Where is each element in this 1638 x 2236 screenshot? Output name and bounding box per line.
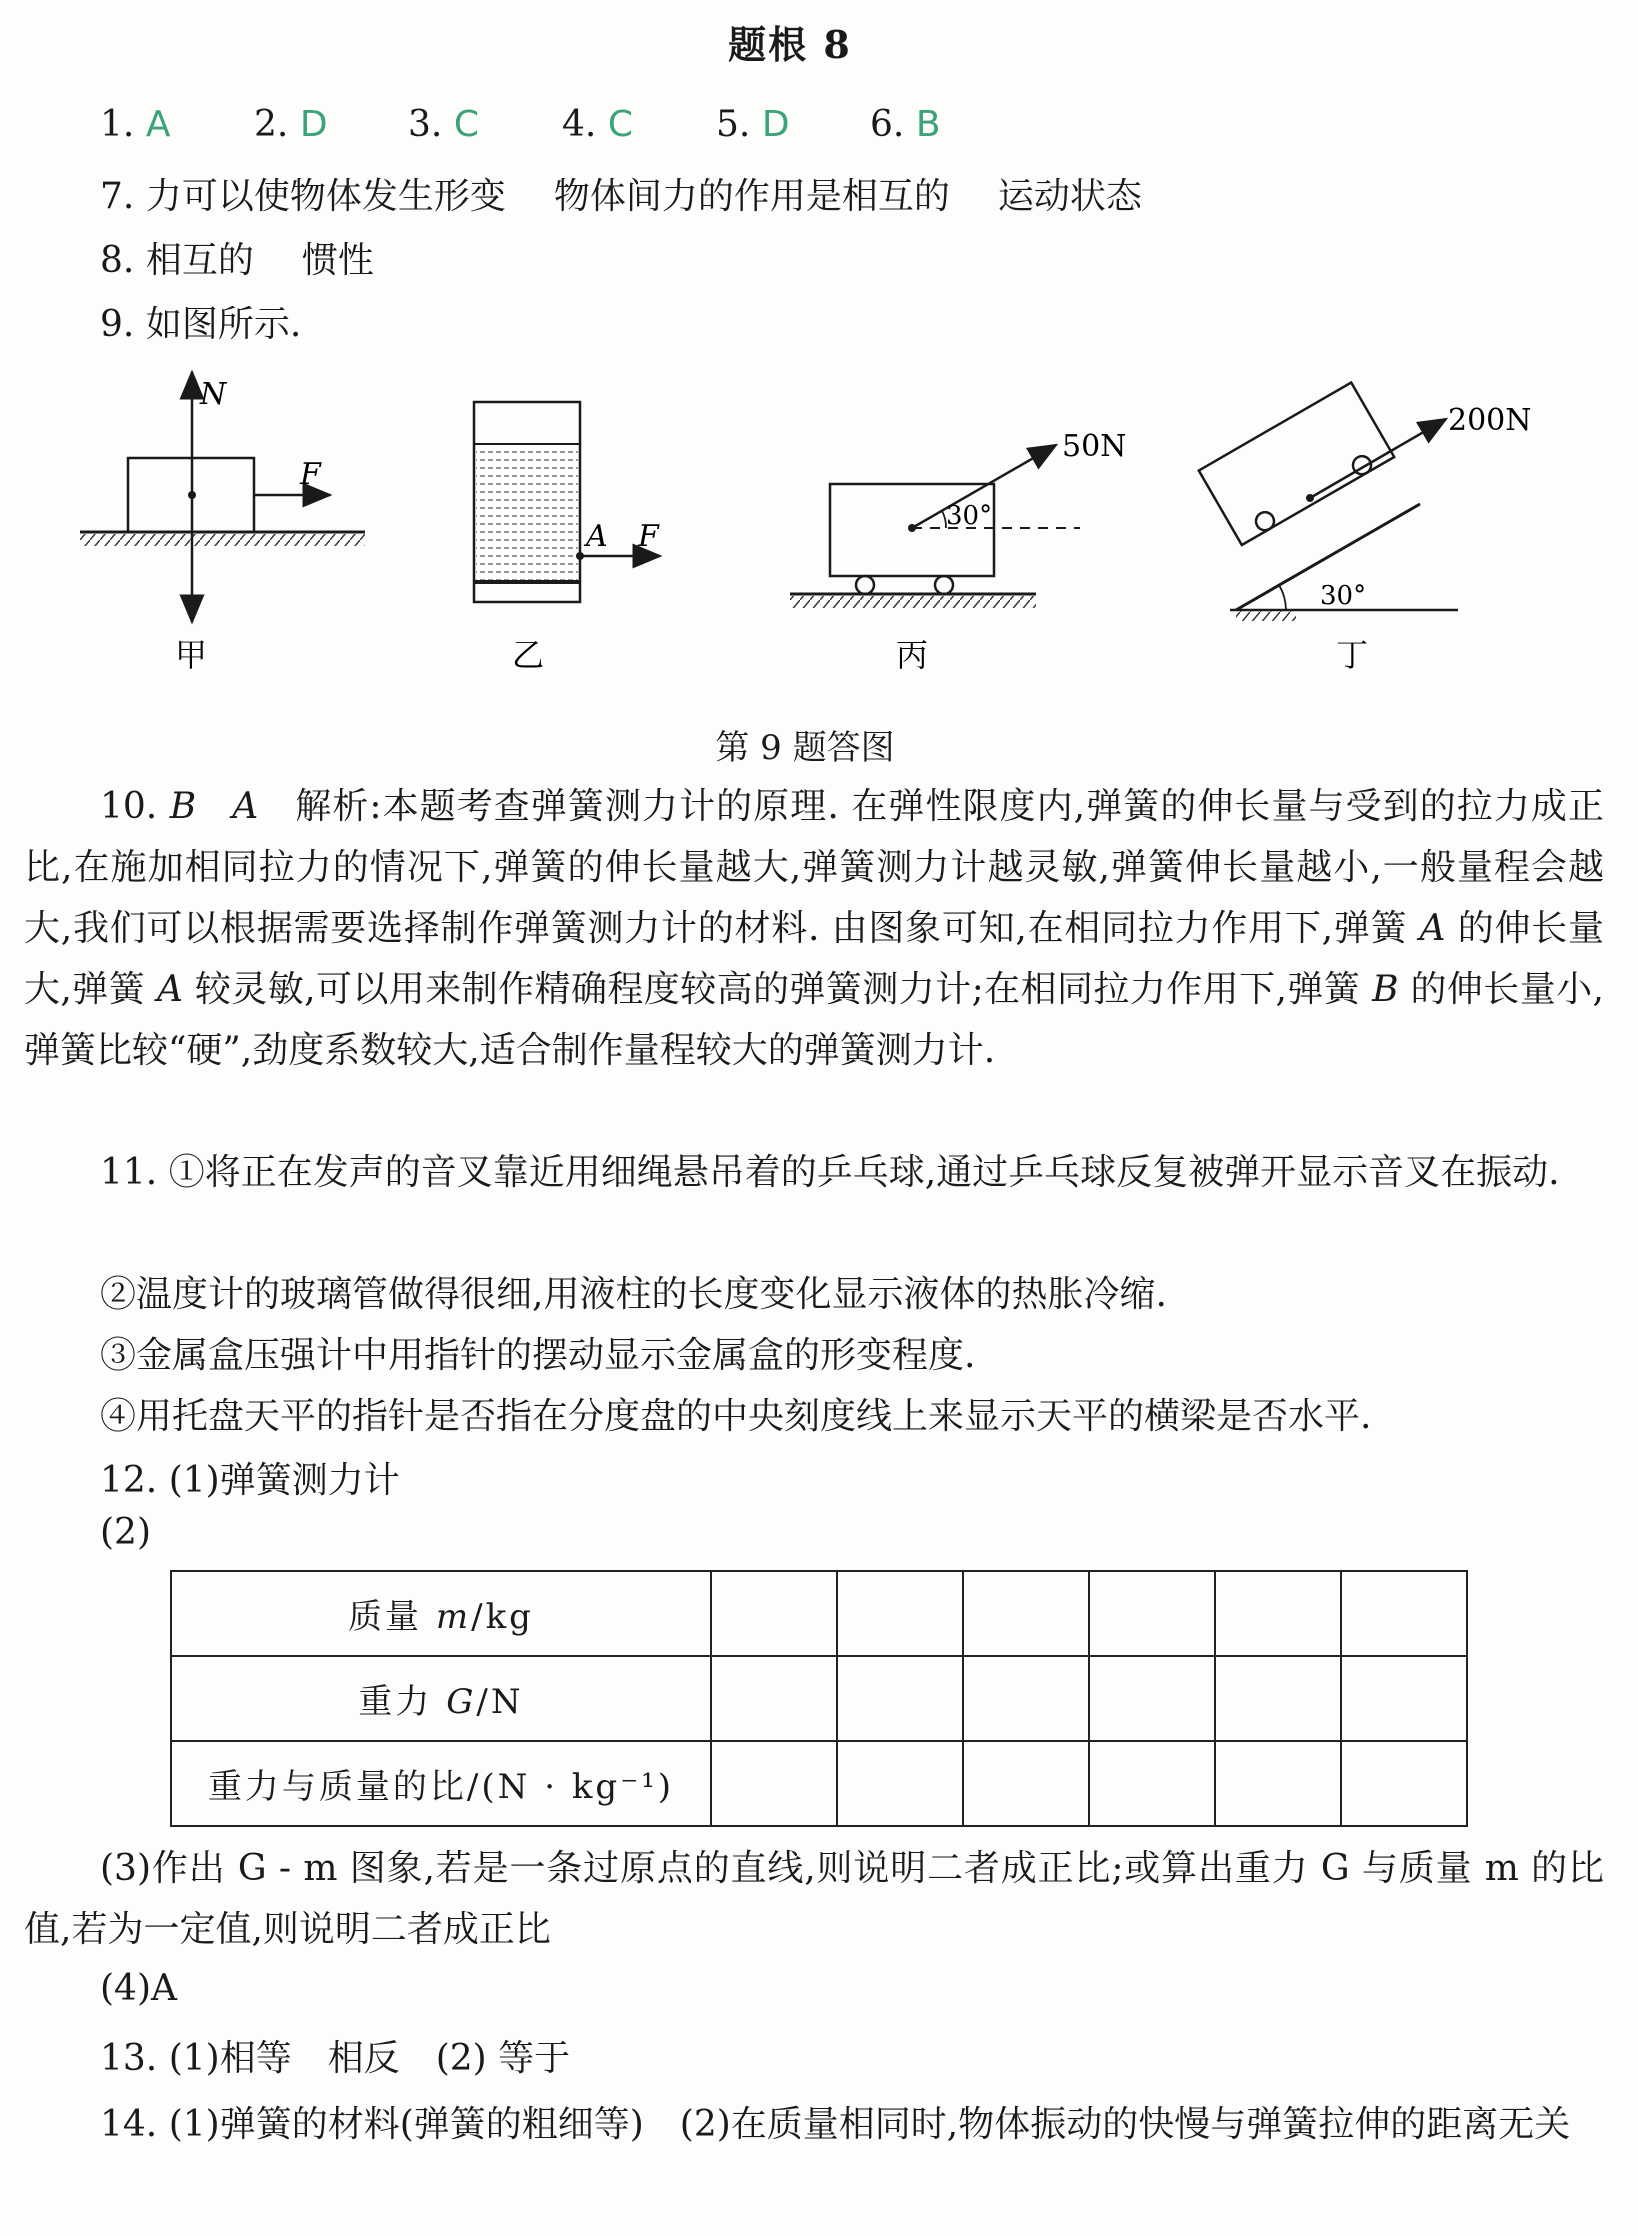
table-cell	[711, 1571, 837, 1656]
diagram-yi	[474, 402, 660, 674]
mc-item: 2. D	[254, 104, 328, 145]
angle-label: 30°	[946, 501, 993, 531]
table-cell	[1089, 1571, 1215, 1656]
mc-answer: D	[761, 104, 790, 145]
force-label-200n: 200N	[1448, 403, 1532, 438]
diagram-ding	[1199, 383, 1532, 674]
mc-item: 6. B	[870, 104, 941, 145]
question-12-part-1: 12. (1)弹簧测力计	[100, 1460, 400, 1501]
table-cell	[1215, 1571, 1341, 1656]
mc-answer: A	[145, 104, 171, 145]
table-cell	[1215, 1741, 1341, 1826]
table-cell	[1341, 1571, 1467, 1656]
table-cell	[837, 1656, 963, 1741]
table-cell	[837, 1741, 963, 1826]
answer-value: A	[232, 786, 259, 827]
table-cell	[711, 1741, 837, 1826]
table-row	[171, 1741, 1467, 1826]
table-row	[171, 1656, 1467, 1741]
diagram-label-yi: 乙	[512, 636, 545, 674]
table-cell	[837, 1571, 963, 1656]
row-label: 质量 m/kg	[171, 1571, 711, 1656]
table-cell	[1341, 1741, 1467, 1826]
row-label: 重力与质量的比/(N · kg⁻¹)	[171, 1741, 711, 1826]
data-table	[170, 1570, 1468, 1827]
mc-item: 4. C	[562, 104, 633, 145]
table-cell	[963, 1656, 1089, 1741]
mc-answer: B	[915, 104, 941, 145]
force-label-n: N	[200, 377, 227, 412]
table-cell	[1341, 1656, 1467, 1741]
answer-value: B	[169, 786, 197, 827]
page-title: 题根 8	[728, 22, 852, 67]
mc-answer: D	[299, 104, 328, 145]
force-label-f: F	[300, 457, 321, 492]
row-label: 重力 G/N	[171, 1656, 711, 1741]
diagram-label-jia: 甲	[175, 636, 208, 674]
question-12-part-2: (2)	[100, 1512, 151, 1553]
question-8: 8. 相互的 惯性	[100, 240, 374, 281]
point-label-a: A	[586, 519, 608, 554]
force-diagram-figure	[0, 360, 1638, 690]
mc-item: 3. C	[408, 104, 479, 145]
table-cell	[1089, 1741, 1215, 1826]
question-14: 14. (1)弹簧的材料(弹簧的粗细等) (2)在质量相同时,物体振动的快慢与弹簧拉伸的距离无关	[100, 2104, 1571, 2145]
table-cell	[963, 1571, 1089, 1656]
question-11-line-2: ②温度计的玻璃管做得很细,用液柱的长度变化显示液体的热胀冷缩.	[100, 1274, 1167, 1315]
mc-answer: C	[607, 104, 633, 145]
question-12-part-4: (4)A	[100, 1968, 177, 2009]
mc-answers	[100, 104, 1024, 145]
question-10: 10. B A 解析:本题考查弹簧测力计的原理. 在弹性限度内,弹簧的伸长量与受到的拉力成正比,在施加相同拉力的情况下,弹簧的伸长量越大,弹簧测力计越灵敏,弹簧伸长量越小,一般量程会越大,我们可以根据需要选择制作弹簧测力计的材料. 由图象可知,在相同拉力作用下,弹簧 A 的伸长量大,弹簧 A 较灵敏,可以用来制作精确程度较高的弹簧测力计;在相同拉力作用下,弹簧 B 的伸长量小,弹簧比较“硬”,劲度系数较大,适合制作量程较大的弹簧测力计.	[24, 786, 1604, 1071]
question-7: 7. 力可以使物体发生形变 物体间力的作用是相互的 运动状态	[100, 176, 1142, 217]
question-9: 9. 如图所示.	[100, 304, 302, 345]
diagram-label-ding: 丁	[1336, 636, 1369, 674]
table-cell	[1215, 1656, 1341, 1741]
mc-item: 1. A	[100, 104, 171, 145]
table-cell	[711, 1656, 837, 1741]
mc-item: 5. D	[716, 104, 790, 145]
question-12-part-3: (3)作出 G - m 图象,若是一条过原点的直线,则说明二者成正比;或算出重力 G 与质量 m 的比值,若为一定值,则说明二者成正比	[24, 1848, 1604, 1950]
angle-label: 30°	[1320, 581, 1367, 611]
diagram-label-bing: 丙	[896, 636, 929, 674]
diagram-jia	[80, 372, 365, 674]
figure-caption: 第 9 题答图	[715, 728, 895, 768]
question-11-line-4: ④用托盘天平的指针是否指在分度盘的中央刻度线上来显示天平的横梁是否水平.	[100, 1396, 1372, 1437]
force-label-50n: 50N	[1062, 429, 1127, 464]
force-label-f: F	[638, 519, 659, 554]
table-cell	[1089, 1656, 1215, 1741]
question-11-line-3: ③金属盒压强计中用指针的摆动显示金属盒的形变程度.	[100, 1335, 976, 1376]
question-13: 13. (1)相等 相反 (2) 等于	[100, 2038, 571, 2079]
mc-answer: C	[453, 104, 479, 145]
table-cell	[963, 1741, 1089, 1826]
diagram-bing	[790, 429, 1126, 674]
table-row	[171, 1571, 1467, 1656]
question-11: 11. ①将正在发声的音叉靠近用细绳悬吊着的乒乓球,通过乒乓球反复被弹开显示音叉在振动.	[100, 1152, 1560, 1193]
